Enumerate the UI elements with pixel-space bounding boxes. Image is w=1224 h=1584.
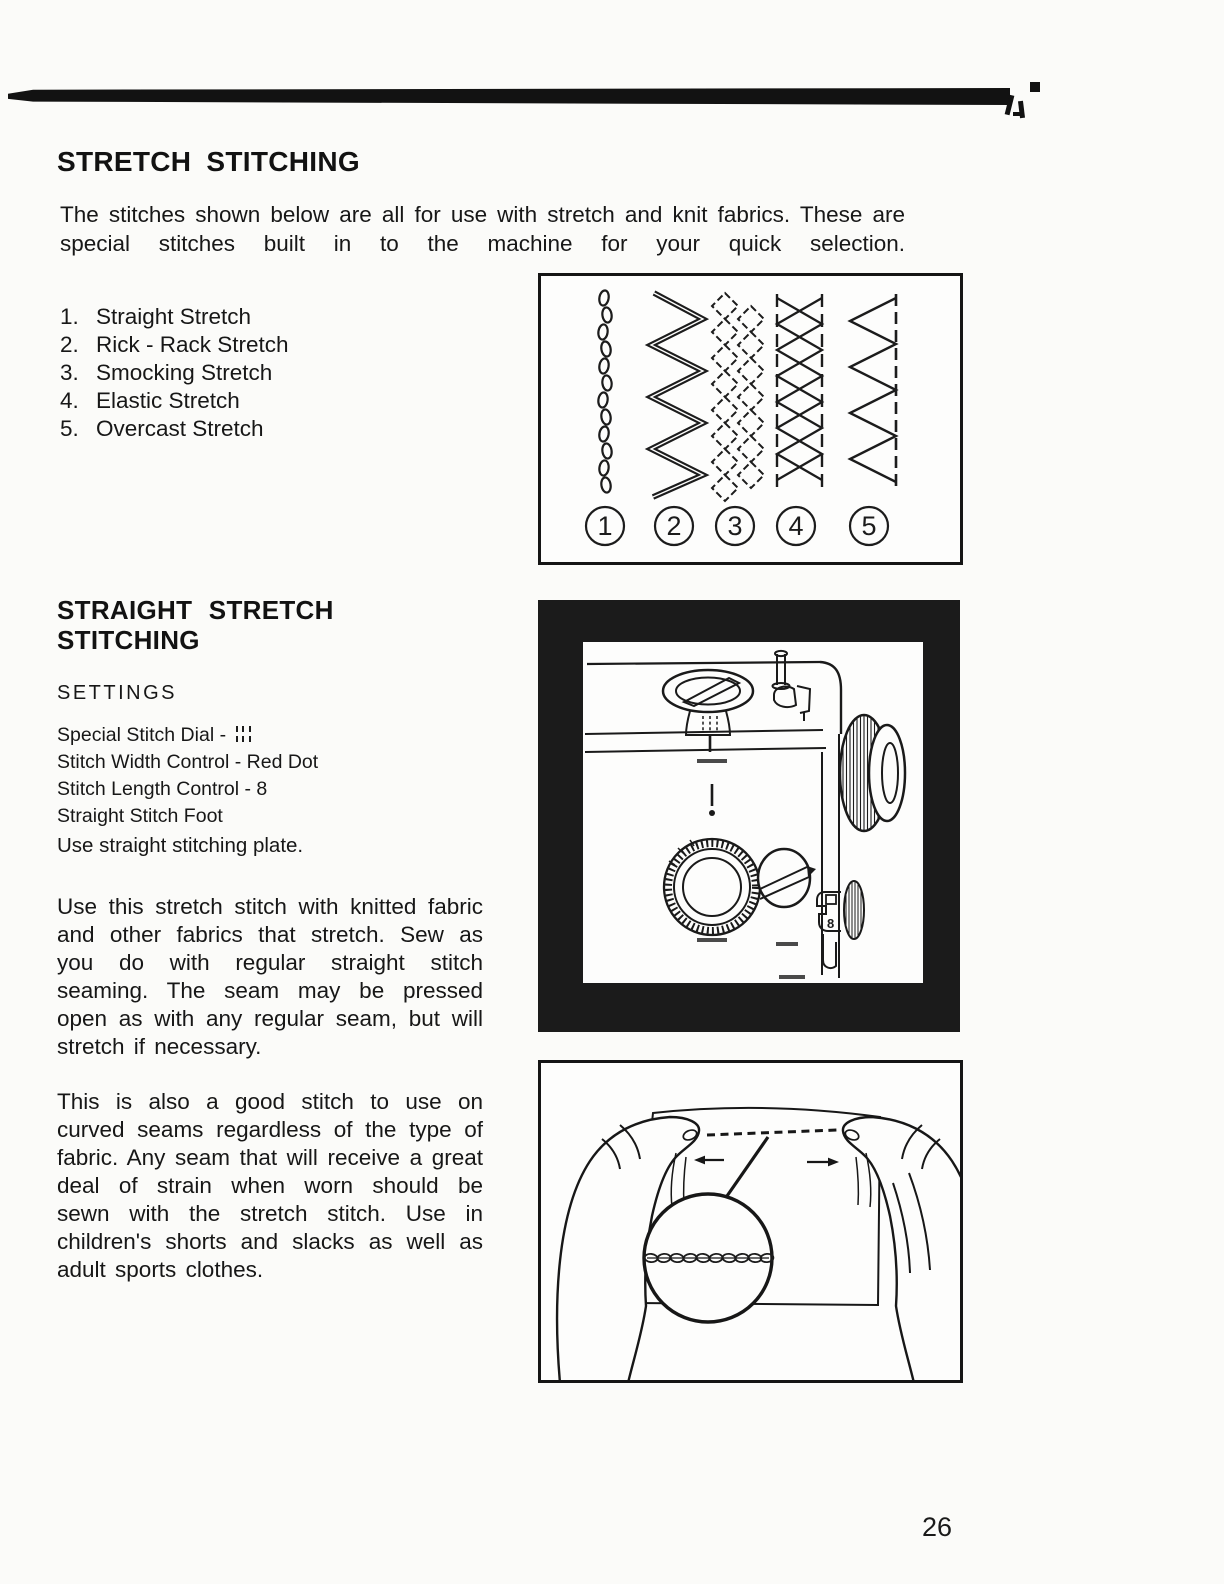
scan-artifact [1030, 82, 1040, 92]
setting-plate: Use straight stitching plate. [57, 834, 304, 857]
machine-dials-figure [538, 600, 960, 1032]
stitch-length-dial [664, 784, 760, 935]
setting-special-stitch-dial: Special Stitch Dial - [57, 722, 318, 749]
machine-arm-corner [820, 662, 841, 734]
section-title-straight-stretch: STRAIGHT STRETCH STITCHING [57, 595, 334, 655]
straight-stretch-stitch-icon [597, 290, 612, 494]
setting-stitch-length: Stitch Length Control - 8 [57, 778, 268, 800]
page-number: 26 [922, 1512, 953, 1542]
tiny-label-smudge [697, 938, 727, 942]
body-paragraph-2: This is also a good stitch to use on curved seams regardless of the type of fabric. Any seam that will receive a great deal of strain when worn should be sewn with the stretch stitch. Use in children's shorts and slacks as well as adult sports clothes. [57, 1089, 483, 1282]
stitch-width-dial [663, 670, 753, 752]
triple-broken-line-icon [234, 725, 253, 742]
tiny-label-smudge [776, 942, 798, 946]
settings-list [57, 722, 318, 859]
stitch-number-3: 3 [727, 511, 743, 541]
body-paragraph-1: Use this stretch stitch with knitted fabric and other fabrics that stretch. Sew as you do with regular straight stitch seaming. The seam may be pressed open as with any regular seam, but will stretch if necessary. [57, 894, 483, 1059]
hands-stretching-drawing [541, 1063, 960, 1380]
magnifier-circle [644, 1194, 774, 1322]
stitch-number-1: 1 [597, 511, 613, 541]
setting-stitch-width: Stitch Width Control - Red Dot [57, 751, 319, 773]
selector-lever [758, 849, 816, 907]
list-item: 1. Straight Stretch [60, 304, 252, 329]
section-title-stretch-stitching: STRETCH STITCHING [57, 146, 360, 177]
smocking-stitch-icon [712, 293, 764, 501]
handwheel [840, 715, 905, 831]
rick-rack-stitch-icon [651, 293, 703, 497]
stitch-number-5: 5 [861, 511, 877, 541]
spool-pin [773, 651, 790, 689]
tiny-label-smudge [779, 975, 805, 979]
length-thumbwheel [817, 881, 864, 968]
header-rule [8, 88, 1010, 105]
stitch-type-list [60, 303, 289, 443]
seam-stretch-figure [538, 1060, 963, 1383]
stitch-samples-drawing [541, 276, 960, 562]
stitch-number-4: 4 [788, 511, 804, 541]
machine-drawing-panel [583, 642, 923, 983]
settings-heading: SETTINGS [57, 682, 178, 704]
stitch-samples-figure [538, 273, 963, 565]
list-item: 3. Smocking Stretch [60, 360, 273, 385]
intro-paragraph: The stitches shown below are all for use with stretch and knit fabrics. These are special stitches built in to the machine for your quick selection. [60, 202, 905, 256]
overcast-stitch-icon [850, 294, 896, 490]
list-item: 5. Overcast Stretch [60, 416, 264, 441]
list-item: 4. Elastic Stretch [60, 388, 240, 413]
sewing-machine-drawing [583, 642, 923, 983]
thread-guide [774, 686, 810, 721]
stitch-number-2: 2 [666, 511, 682, 541]
length-window-label: 8 [827, 916, 835, 931]
scan-artifact [1013, 112, 1020, 116]
setting-foot: Straight Stitch Foot [57, 805, 223, 827]
list-item: 2. Rick - Rack Stretch [60, 332, 289, 357]
elastic-stitch-icon [777, 294, 822, 490]
tiny-label-smudge [697, 759, 727, 763]
